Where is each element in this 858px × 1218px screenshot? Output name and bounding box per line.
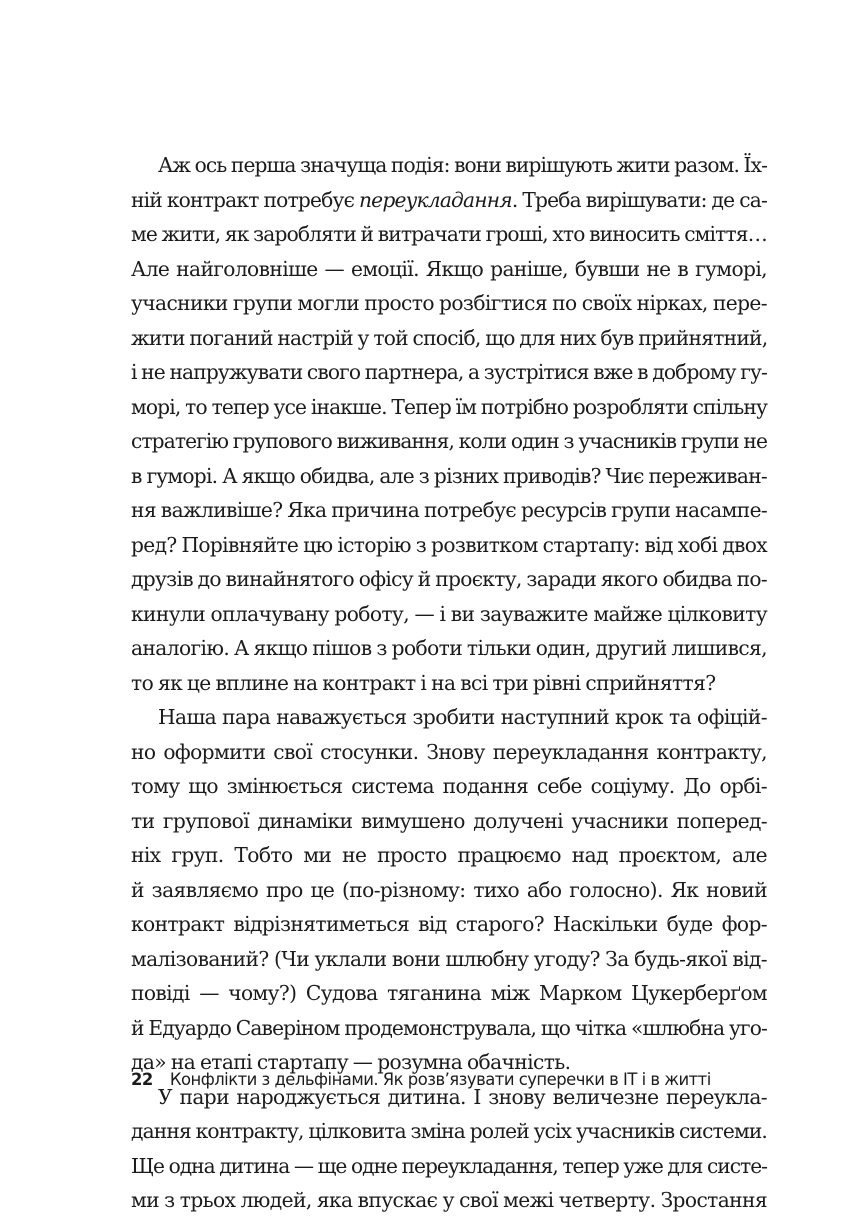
text-line bbox=[131, 183, 767, 218]
text-line: кинули оплачувану роботу, — і ви зауважите майже цілковиту bbox=[131, 601, 767, 626]
text-line: друзів до винайнятого офісу й проєкту, заради якого обидва по- bbox=[131, 567, 767, 591]
text-line: повіді — чому?) Судова тяганина між Марком Цукерберґом bbox=[131, 981, 767, 1005]
text-line: ред? Порівняйте цю історію з розвитком стартапу: від хобі двох bbox=[131, 532, 767, 557]
text-line: ми з трьох людей, яка впускає у свої межі четверту. Зростання bbox=[131, 1188, 767, 1212]
text-line: тому що змінюється система подання себе соціуму. До орбі- bbox=[131, 774, 767, 798]
text-line: жити поганий настрій у той спосіб, що для них був прийнятний, bbox=[131, 325, 768, 350]
text-line: в гуморі. А якщо обидва, але з різних приводів? Чиє переживан- bbox=[131, 463, 767, 488]
page-footer bbox=[131, 1067, 767, 1093]
text-line: контракт відрізнятиметься від старого? Наскільки буде фор- bbox=[131, 912, 767, 936]
text-line: учасники групи могли просто розбігтися по своїх нірках, пере- bbox=[131, 291, 767, 315]
text-line: й Едуардо Саверіном продемонструвала, що чітка «шлюбна уго- bbox=[131, 1015, 767, 1040]
running-title: Конфлікти з дельфінами. Як розв’язувати суперечки в IT і в житті bbox=[169, 1070, 711, 1089]
text-line: то як це вплине на контракт і на всі три рівні сприйняття? bbox=[131, 670, 716, 695]
paragraph bbox=[131, 700, 767, 1080]
text-line: малізований? (Чи уклали вони шлюбну угоду? За будь-якої від- bbox=[131, 946, 767, 971]
text-line: і не напружувати свого партнера, а зустрітися вже в доброму гу- bbox=[131, 360, 767, 384]
text-line: ме жити, як заробляти й витрачати гроші, хто виносить сміття… bbox=[131, 222, 767, 246]
paragraph bbox=[131, 1080, 767, 1218]
text-line: ти групової динаміки вимушено долучені учасники поперед- bbox=[131, 808, 767, 833]
text-line: Наша пара наважується зробити наступний крок та офіцій- bbox=[158, 705, 767, 729]
text-run: ній контракт потребує bbox=[131, 187, 359, 212]
text-line: Ще одна дитина — ще одне переукладання, тепер уже для систе- bbox=[131, 1153, 767, 1178]
text-line: стратегію групового виживання, коли один з учасників групи не bbox=[131, 429, 767, 453]
emphasized-term: переукладання bbox=[358, 187, 512, 212]
text-line: Аж ось перша значуща подія: вони вирішують жити разом. Їх- bbox=[158, 153, 767, 177]
text-line: морі, то тепер усе інакше. Тепер їм потрібно розробляти спільну bbox=[131, 394, 767, 419]
text-line: У пари народжується дитина. І знову величезне переукла- bbox=[158, 1084, 767, 1109]
body-text bbox=[131, 148, 767, 1218]
page-number: 22 bbox=[131, 1070, 153, 1089]
text-line: ня важливіше? Яка причина потребує ресурсів групи насампе- bbox=[131, 498, 768, 522]
text-run: . Треба вирішувати: де са- bbox=[511, 187, 767, 212]
text-line: й заявляємо про це (по-різному: тихо або голосно). Як новий bbox=[131, 877, 767, 902]
text-line: ніх груп. Тобто ми не просто працюємо над проєктом, але bbox=[131, 843, 767, 867]
text-line: Але найголовніше — емоції. Якщо раніше, бувши не в гуморі, bbox=[131, 256, 767, 281]
text-line: дання контракту, цілковита зміна ролей усіх учасників системи. bbox=[131, 1119, 767, 1143]
text-line: но оформити свої стосунки. Знову переукладання контракту, bbox=[131, 739, 767, 764]
paragraph bbox=[131, 148, 767, 700]
text-line: да» на етапі стартапу — розумна обачність. bbox=[131, 1050, 571, 1074]
text-line: аналогію. А якщо пішов з роботи тільки один, другий лишився, bbox=[131, 636, 767, 660]
